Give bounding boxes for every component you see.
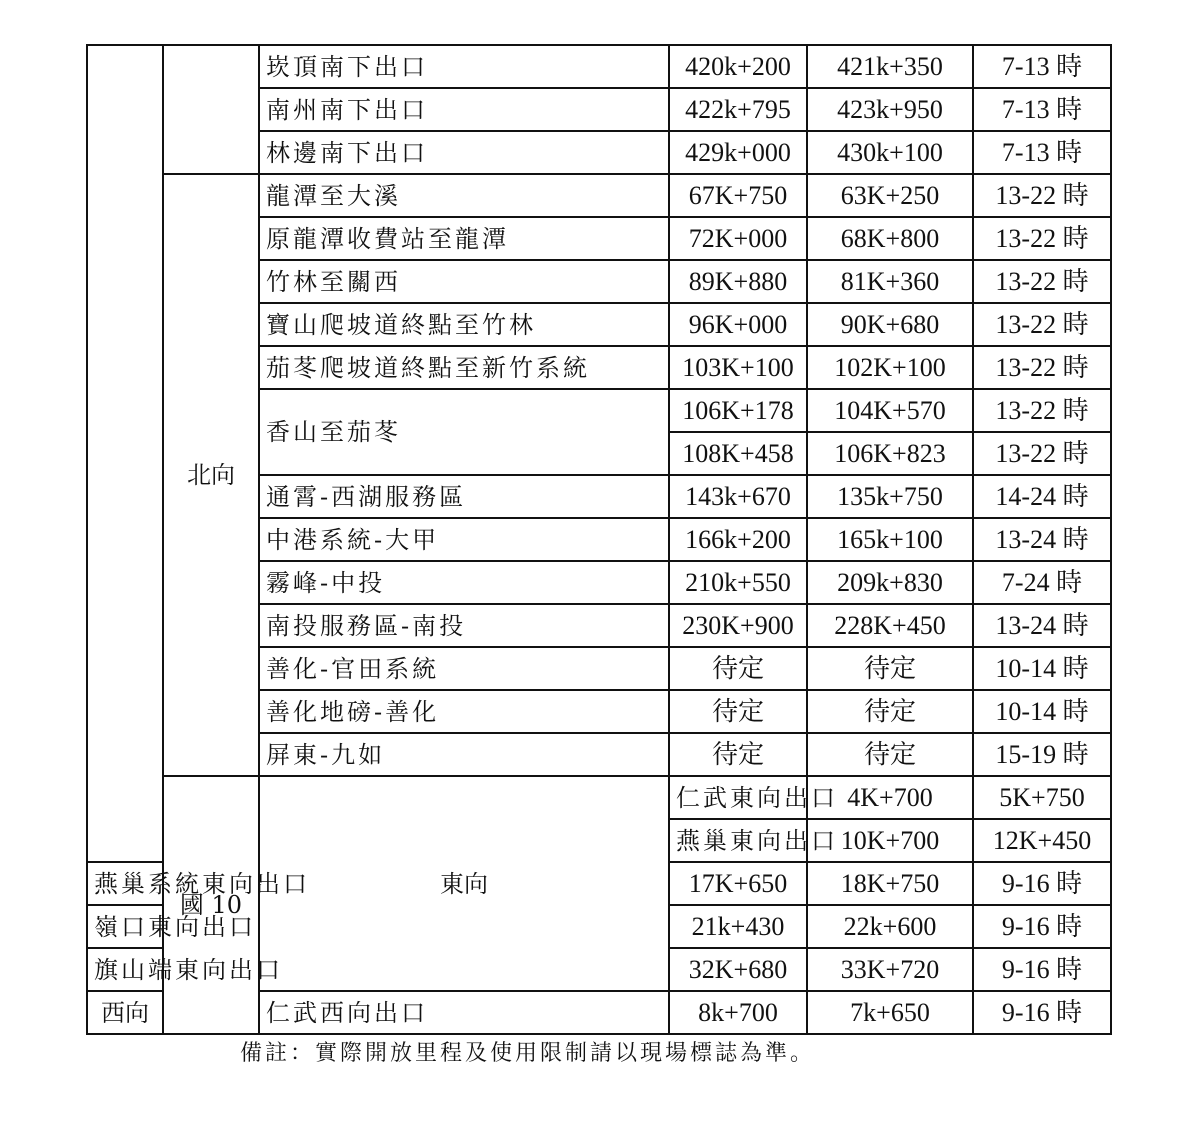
end-mileage: 81K+360 xyxy=(807,260,973,303)
section-name: 南州南下出口 xyxy=(259,88,669,131)
open-hours: 7-24 時 xyxy=(973,561,1111,604)
section-name: 旗山端東向出口 xyxy=(87,948,163,991)
open-hours: 13-22 時 xyxy=(973,260,1111,303)
start-mileage: 103K+100 xyxy=(669,346,807,389)
start-mileage: 106K+178 xyxy=(669,389,807,432)
highway-cell-blank xyxy=(87,45,163,862)
end-mileage: 421k+350 xyxy=(807,45,973,88)
end-mileage: 423k+950 xyxy=(807,88,973,131)
start-mileage: 166k+200 xyxy=(669,518,807,561)
table-row xyxy=(87,174,1111,217)
direction-east: 東向 xyxy=(259,776,669,991)
section-name: 南投服務區-南投 xyxy=(259,604,669,647)
open-hours: 13-22 時 xyxy=(973,346,1111,389)
section-name: 林邊南下出口 xyxy=(259,131,669,174)
start-mileage: 143k+670 xyxy=(669,475,807,518)
section-name: 茄苳爬坡道終點至新竹系統 xyxy=(259,346,669,389)
shoulder-opening-table xyxy=(86,44,1112,1035)
open-hours: 9-16 時 xyxy=(973,948,1111,991)
start-mileage: 21k+430 xyxy=(669,905,807,948)
end-mileage: 102K+100 xyxy=(807,346,973,389)
start-mileage: 待定 xyxy=(669,647,807,690)
start-mileage: 32K+680 xyxy=(669,948,807,991)
end-mileage: 106K+823 xyxy=(807,432,973,475)
start-mileage: 8k+700 xyxy=(669,991,807,1034)
open-hours: 13-22 時 xyxy=(973,432,1111,475)
open-hours: 7-13 時 xyxy=(973,45,1111,88)
open-hours: 13-24 時 xyxy=(973,518,1111,561)
start-mileage: 429k+000 xyxy=(669,131,807,174)
end-mileage: 18K+750 xyxy=(807,862,973,905)
end-mileage: 209k+830 xyxy=(807,561,973,604)
section-name: 燕巢系統東向出口 xyxy=(87,862,163,905)
open-hours: 7-13 時 xyxy=(973,88,1111,131)
start-mileage: 72K+000 xyxy=(669,217,807,260)
section-name: 原龍潭收費站至龍潭 xyxy=(259,217,669,260)
open-hours: 14-24 時 xyxy=(973,475,1111,518)
end-mileage: 228K+450 xyxy=(807,604,973,647)
section-name: 仁武東向出口 xyxy=(669,776,807,819)
section-name: 竹林至關西 xyxy=(259,260,669,303)
table-body xyxy=(87,45,1111,1034)
end-mileage: 104K+570 xyxy=(807,389,973,432)
end-mileage: 68K+800 xyxy=(807,217,973,260)
end-mileage: 33K+720 xyxy=(807,948,973,991)
end-mileage: 135k+750 xyxy=(807,475,973,518)
start-mileage: 待定 xyxy=(669,690,807,733)
end-mileage: 5K+750 xyxy=(973,776,1111,819)
open-hours: 13-22 時 xyxy=(973,389,1111,432)
end-mileage: 待定 xyxy=(807,690,973,733)
section-name: 善化-官田系統 xyxy=(259,647,669,690)
section-name: 善化地磅-善化 xyxy=(259,690,669,733)
end-mileage: 12K+450 xyxy=(973,819,1111,862)
open-hours: 15-19 時 xyxy=(973,733,1111,776)
start-mileage: 待定 xyxy=(669,733,807,776)
end-mileage: 待定 xyxy=(807,733,973,776)
open-hours: 10-14 時 xyxy=(973,647,1111,690)
open-hours: 9-16 時 xyxy=(973,905,1111,948)
end-mileage: 63K+250 xyxy=(807,174,973,217)
table-row xyxy=(87,45,1111,88)
start-mileage: 108K+458 xyxy=(669,432,807,475)
footnote: 備註：實際開放里程及使用限制請以現場標誌為準。 xyxy=(240,1041,816,1066)
start-mileage: 96K+000 xyxy=(669,303,807,346)
section-name: 龍潭至大溪 xyxy=(259,174,669,217)
section-name: 嶺口東向出口 xyxy=(87,905,163,948)
end-mileage: 430k+100 xyxy=(807,131,973,174)
start-mileage: 210k+550 xyxy=(669,561,807,604)
section-name: 中港系統-大甲 xyxy=(259,518,669,561)
open-hours: 9-16 時 xyxy=(973,991,1111,1034)
start-mileage: 230K+900 xyxy=(669,604,807,647)
direction-cell-blank xyxy=(163,45,259,174)
start-mileage: 89K+880 xyxy=(669,260,807,303)
open-hours: 9-16 時 xyxy=(973,862,1111,905)
section-name: 香山至茄苳 xyxy=(259,389,669,475)
end-mileage: 待定 xyxy=(807,647,973,690)
open-hours: 7-13 時 xyxy=(973,131,1111,174)
end-mileage: 22k+600 xyxy=(807,905,973,948)
section-name: 霧峰-中投 xyxy=(259,561,669,604)
section-name: 屏東-九如 xyxy=(259,733,669,776)
open-hours: 13-22 時 xyxy=(973,174,1111,217)
open-hours: 13-22 時 xyxy=(973,303,1111,346)
start-mileage: 67K+750 xyxy=(669,174,807,217)
end-mileage: 7k+650 xyxy=(807,991,973,1034)
start-mileage: 420k+200 xyxy=(669,45,807,88)
start-mileage: 10K+700 xyxy=(807,819,973,862)
open-hours: 13-22 時 xyxy=(973,217,1111,260)
direction-west: 西向 xyxy=(87,991,163,1034)
direction-north: 北向 xyxy=(163,174,259,776)
open-hours: 10-14 時 xyxy=(973,690,1111,733)
table-row xyxy=(87,776,1111,819)
end-mileage: 90K+680 xyxy=(807,303,973,346)
end-mileage: 165k+100 xyxy=(807,518,973,561)
start-mileage: 4K+700 xyxy=(807,776,973,819)
section-name: 通霄-西湖服務區 xyxy=(259,475,669,518)
open-hours: 13-24 時 xyxy=(973,604,1111,647)
section-name: 仁武西向出口 xyxy=(259,991,669,1034)
section-name: 寶山爬坡道終點至竹林 xyxy=(259,303,669,346)
section-name: 崁頂南下出口 xyxy=(259,45,669,88)
start-mileage: 17K+650 xyxy=(669,862,807,905)
start-mileage: 422k+795 xyxy=(669,88,807,131)
section-name: 燕巢東向出口 xyxy=(669,819,807,862)
highway-freeway-10: 國 10 xyxy=(163,776,259,1034)
